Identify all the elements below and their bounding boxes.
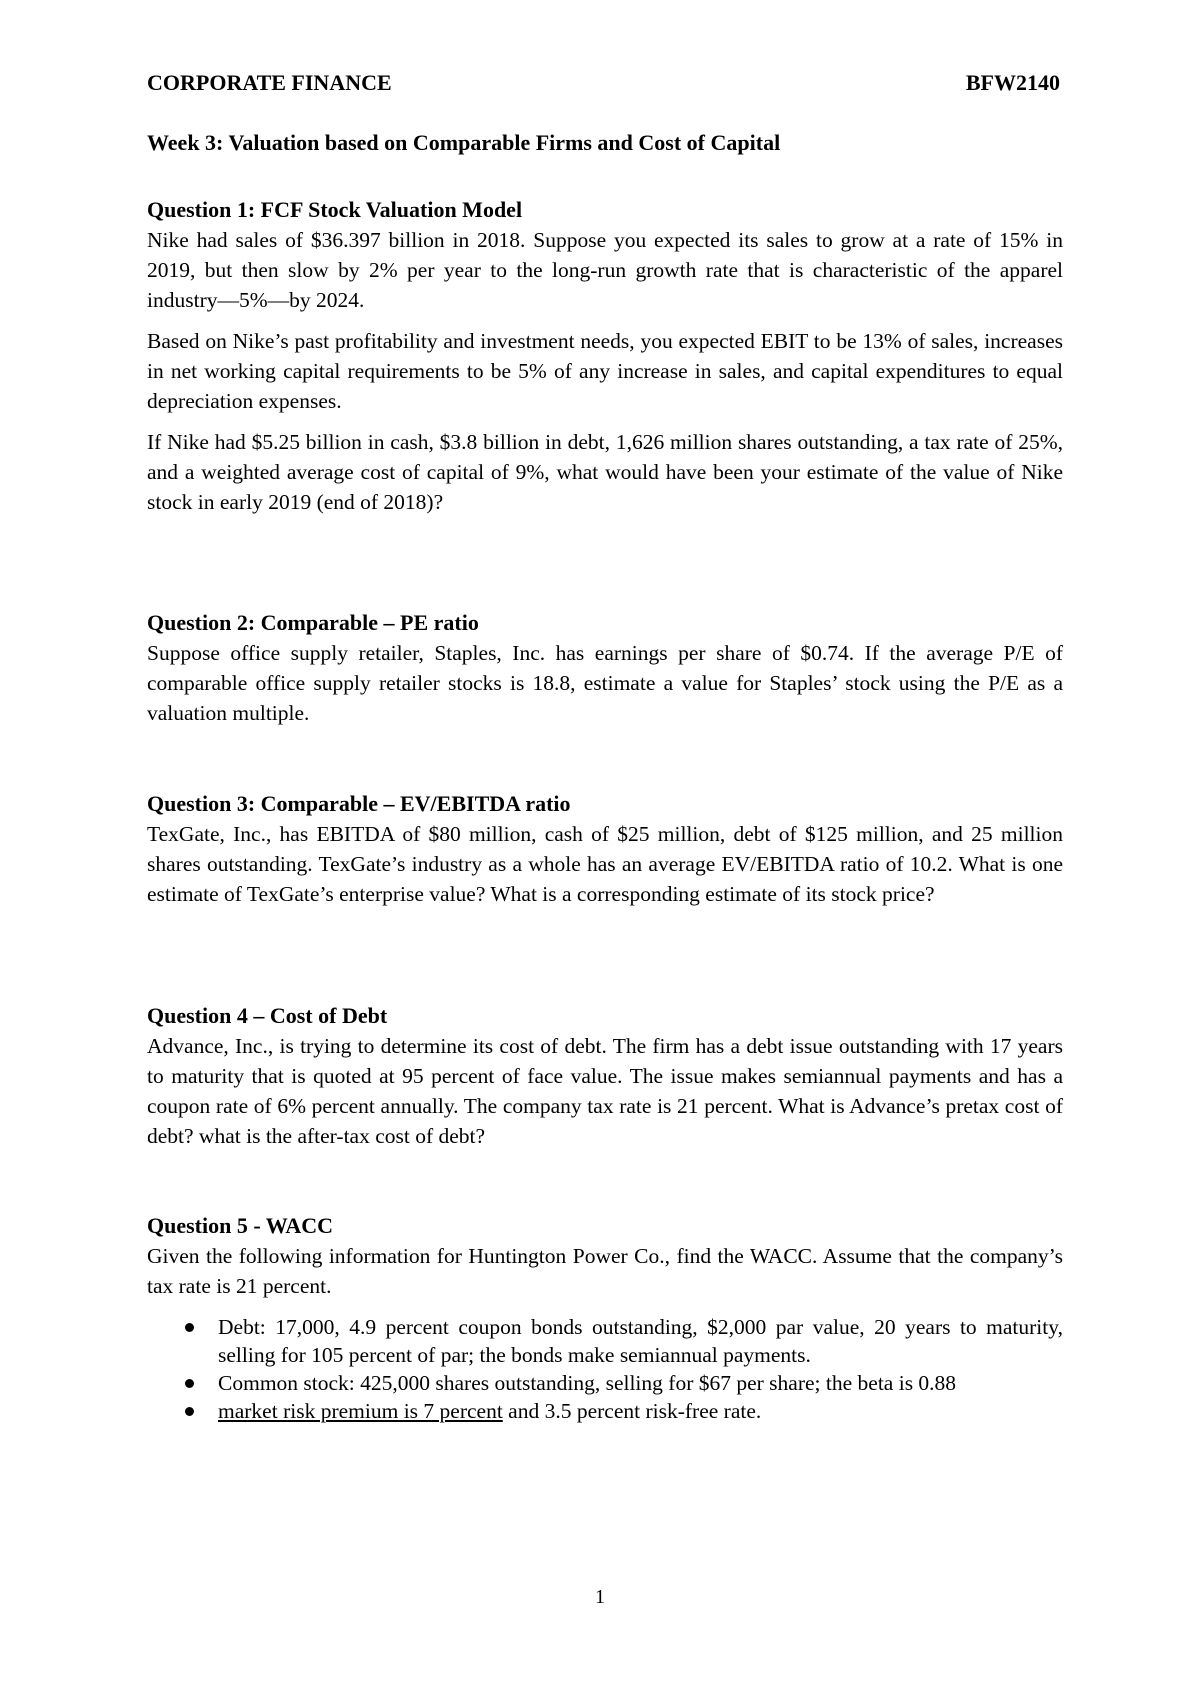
bullet-item [147, 1397, 1063, 1425]
page-header [147, 70, 1060, 102]
question-heading: Question 3: Comparable – EV/EBITDA ratio [147, 791, 571, 816]
question-heading: Question 4 – Cost of Debt [147, 1003, 388, 1028]
question-4 [147, 1001, 1063, 1151]
bullet-list [147, 1313, 1063, 1425]
question-5 [147, 1211, 1063, 1425]
underlined-text: market risk premium is 7 percent [218, 1399, 503, 1423]
bullet-item [147, 1369, 1063, 1397]
bullet-dot-icon [185, 1323, 194, 1332]
bullet-item [147, 1313, 1063, 1369]
question-heading: Question 1: FCF Stock Valuation Model [147, 197, 523, 222]
bullet-dot-icon [185, 1379, 194, 1388]
bullet-text: and 3.5 percent risk-free rate. [502, 1399, 762, 1423]
question-paragraph: Given the following information for Huntington Power Co., find the WACC. Assume that the company’s tax rate is 21 percent. [147, 1244, 1063, 1298]
question-paragraph: Nike had sales of $36.397 billion in 2018. Suppose you expected its sales to grow at a rate of 15% in 2019, but then slow by 2% per year to the long-run growth rate that is characteristic of the apparel industry—5%—by 2024. [147, 228, 1063, 312]
course-code: BFW2140 [965, 70, 1060, 95]
page-number: 1 [595, 1586, 605, 1608]
question-paragraph: TexGate, Inc., has EBITDA of $80 million, cash of $25 million, debt of $125 million, and 25 million shares outstanding. TexGate’s industry as a whole has an average EV/EBITDA ratio of 10.2. What is one estimate of TexGate’s enterprise value? What is a corresponding estimate of its stock price? [147, 822, 1063, 906]
week-title: Week 3: Valuation based on Comparable Firms and Cost of Capital [147, 130, 781, 155]
question-paragraph: Based on Nike’s past profitability and investment needs, you expected EBIT to be 13% of sales, increases in net working capital requirements to be 5% of any increase in sales, and capital expenditures to equal depreciation expenses. [147, 329, 1063, 413]
course-title: CORPORATE FINANCE [147, 70, 392, 95]
question-paragraph: Suppose office supply retailer, Staples, Inc. has earnings per share of $0.74. If the average P/E of comparable office supply retailer stocks is 18.8, estimate a value for Staples’ stock using the P/E as a valuation multiple. [147, 641, 1063, 725]
question-paragraph: If Nike had $5.25 billion in cash, $3.8 billion in debt, 1,626 million shares outstanding, a tax rate of 25%, and a weighted average cost of capital of 9%, what would have been your estimate of the value of Nike stock in early 2019 (end of 2018)? [147, 430, 1063, 514]
question-2 [147, 608, 1063, 728]
question-1 [147, 195, 1063, 517]
bullet-text: Common stock: 425,000 shares outstanding, selling for $67 per share; the beta is 0.88 [218, 1371, 957, 1395]
question-3 [147, 789, 1063, 909]
question-heading: Question 2: Comparable – PE ratio [147, 610, 479, 635]
bullet-dot-icon [185, 1407, 194, 1416]
question-paragraph: Advance, Inc., is trying to determine its cost of debt. The firm has a debt issue outstanding with 17 years to maturity that is quoted at 95 percent of face value. The issue makes semiannual payments and has a coupon rate of 6% percent annually. The company tax rate is 21 percent. What is Advance’s pretax cost of debt? what is the after-tax cost of debt? [147, 1034, 1063, 1148]
bullet-text: Debt: 17,000, 4.9 percent coupon bonds outstanding, $2,000 par value, 20 years to maturity, selling for 105 percent of par; the bonds make semiannual payments. [218, 1315, 1063, 1367]
question-heading: Question 5 - WACC [147, 1213, 334, 1238]
